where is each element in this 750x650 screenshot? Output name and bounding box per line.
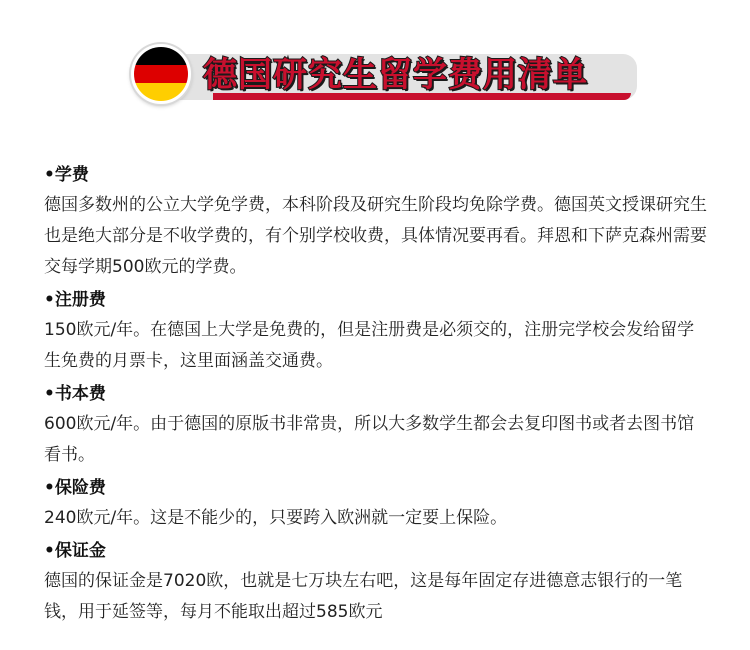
section-heading: •书本费 <box>44 384 106 404</box>
section-tuition <box>44 160 710 283</box>
flag-stripe-red <box>134 65 188 83</box>
section-heading: •学费 <box>44 165 89 185</box>
flag-stripe-black <box>134 47 188 65</box>
cost-list <box>44 160 710 630</box>
section-body: 240欧元/年。这是不能少的，只要跨入欧洲就一定要上保险。 <box>44 508 508 528</box>
section-heading: •注册费 <box>44 290 106 310</box>
section-insurance <box>44 473 710 534</box>
page-header <box>131 44 641 106</box>
section-body: 600欧元/年。由于德国的原版书非常贵，所以大多数学生都会去复印图书或者去图书馆看书。 <box>44 414 695 465</box>
section-registration <box>44 285 710 377</box>
section-heading: •保险费 <box>44 478 106 498</box>
section-deposit <box>44 536 710 628</box>
germany-flag-icon <box>131 44 191 104</box>
section-heading: •保证金 <box>44 541 106 561</box>
section-books <box>44 379 710 471</box>
section-body: 150欧元/年。在德国上大学是免费的，但是注册费是必须交的，注册完学校会发给留学生免费的月票卡，这里面涵盖交通费。 <box>44 320 695 371</box>
page-title: 德国研究生留学费用清单 <box>203 55 588 95</box>
section-body: 德国多数州的公立大学免学费，本科阶段及研究生阶段均免除学费。德国英文授课研究生也是绝大部分是不收学费的，有个别学校收费，具体情况要再看。拜恩和下萨克森州需要交每学期500欧元的学费。 <box>44 195 707 277</box>
section-body: 德国的保证金是7020欧，也就是七万块左右吧，这是每年固定存进德意志银行的一笔钱，用于延签等，每月不能取出超过585欧元 <box>44 571 683 622</box>
